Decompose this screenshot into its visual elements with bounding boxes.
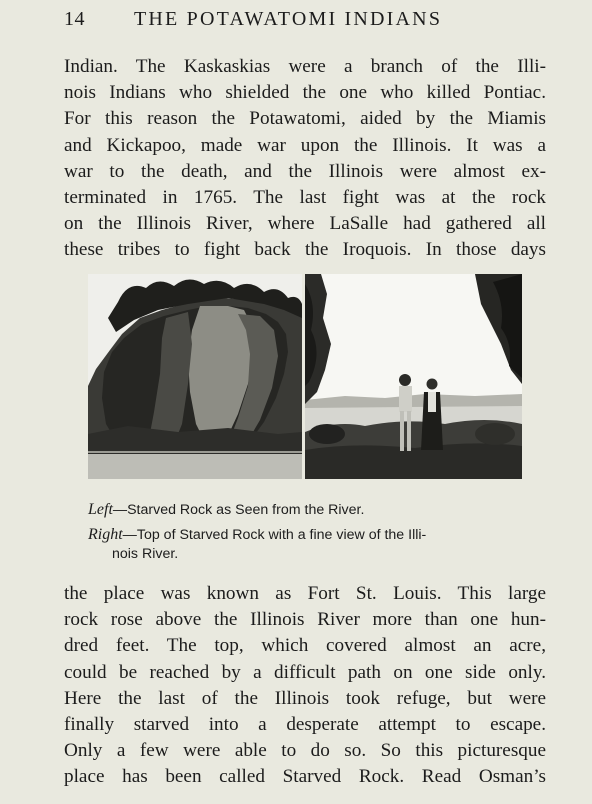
caption-left-text: —Starved Rock as Seen from the River. xyxy=(112,502,365,518)
text-line: and Kickapoo, made war upon the Illinois. It was a xyxy=(64,134,546,156)
text-line: could be reached by a difficult path on one side only. xyxy=(64,661,546,683)
text-line: the place was known as Fort St. Louis. This large xyxy=(64,583,546,604)
page-header xyxy=(64,8,544,38)
text-line: these tribes to fight back the Iroquois. In those days xyxy=(64,239,546,261)
figure-photographs xyxy=(88,274,522,479)
text-line: dred feet. The top, which covered almost an acre, xyxy=(64,635,546,657)
text-line: war to the death, and the Illinois were almost ex- xyxy=(64,160,546,182)
paragraph-bottom xyxy=(64,581,546,791)
page-number: 14 xyxy=(64,8,85,30)
text-line: For this reason the Potawatomi, aided by the Miamis xyxy=(64,108,546,130)
caption-right-continuation: nois River. xyxy=(112,546,179,562)
text-line: place has been called Starved Rock. Read Osman’s xyxy=(64,766,546,788)
text-line: terminated in 1765. The last fight was at the rock xyxy=(64,186,546,208)
caption-right-text: —Top of Starved Rock with a fine view of the Illi- xyxy=(122,527,427,543)
photo-top-of-starved-rock xyxy=(305,274,522,479)
text-line: on the Illinois River, where LaSalle had gathered all xyxy=(64,213,546,235)
paragraph-top xyxy=(64,54,546,264)
caption-right xyxy=(88,525,528,564)
running-title: THE POTAWATOMI INDIANS xyxy=(134,8,443,30)
text-line: Indian. The Kaskaskias were a branch of the Illi- xyxy=(64,56,546,77)
text-line: nois Indians who shielded the one who killed Pontiac. xyxy=(64,82,546,104)
caption-left xyxy=(88,500,528,520)
text-line: rock rose above the Illinois River more than one hun- xyxy=(64,609,546,631)
text-line: Here the last of the Illinois took refuge, but were xyxy=(64,687,546,709)
text-line: finally starved into a desperate attempt to escape. xyxy=(64,713,546,735)
caption-right-lead: Right xyxy=(88,526,123,543)
text-line: Only a few were able to do so. So this picturesque xyxy=(64,740,546,762)
photo-starved-rock-from-river xyxy=(88,274,302,479)
caption-left-lead: Left xyxy=(88,501,113,518)
